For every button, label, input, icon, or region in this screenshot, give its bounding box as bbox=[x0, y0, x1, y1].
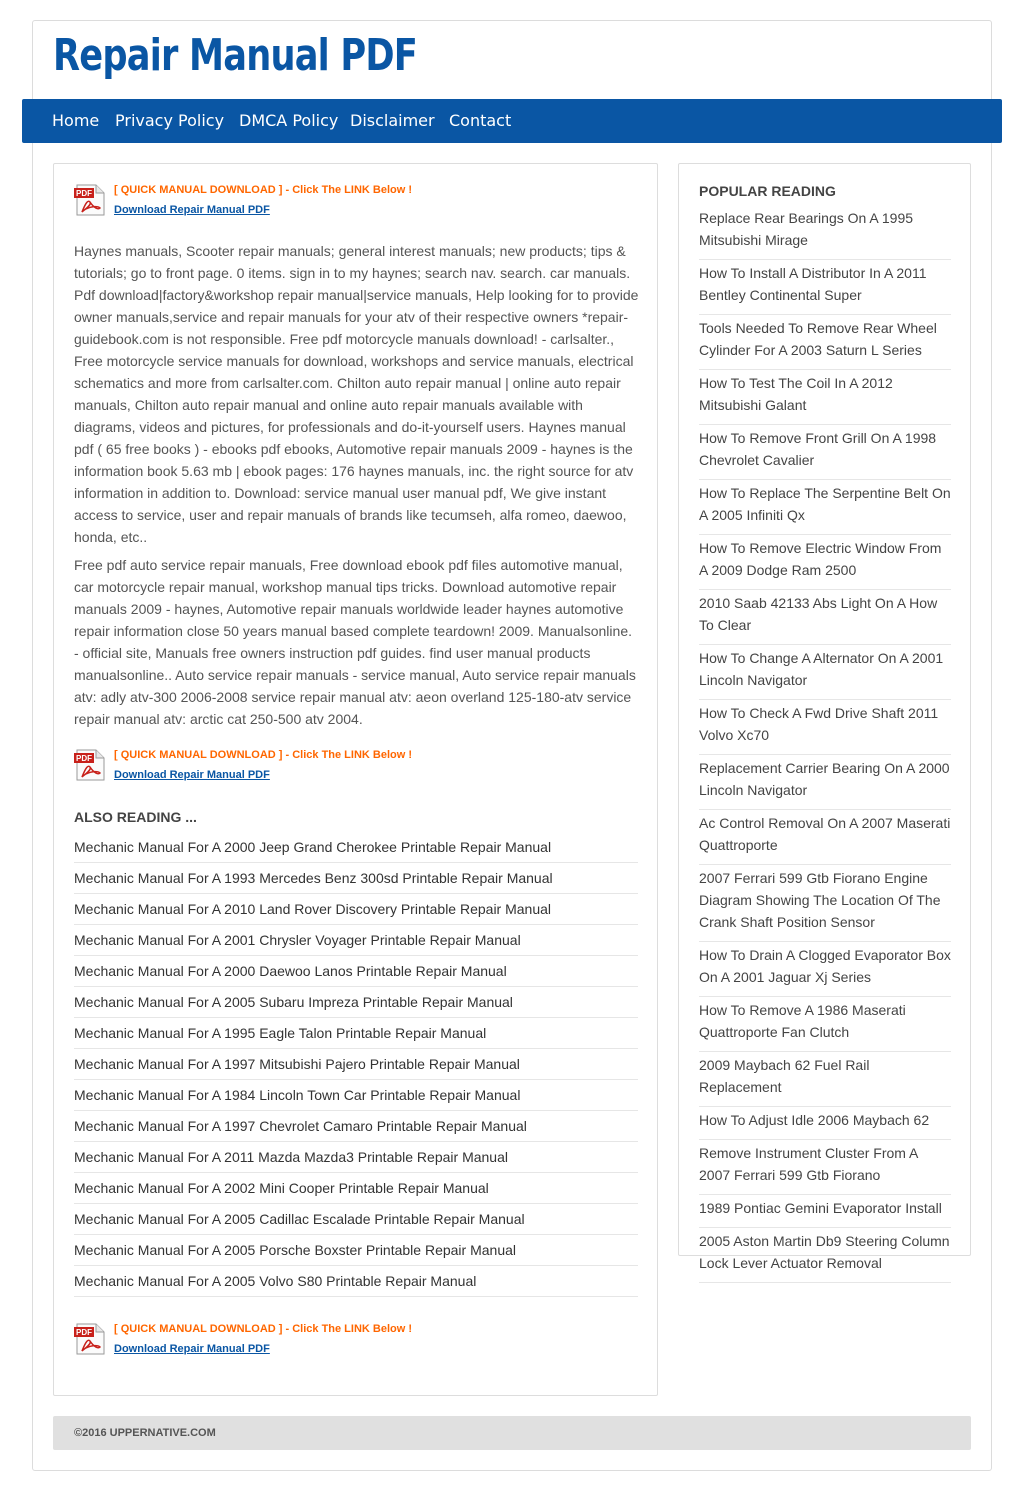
nav-contact[interactable]: Contact bbox=[449, 111, 512, 130]
sidebar bbox=[678, 163, 971, 1271]
popular-reading-item[interactable]: 2007 Ferrari 599 Gtb Fiorano Engine Diagram Showing The Location Of The Crank Shaft Position Sensor bbox=[699, 866, 951, 942]
popular-reading-item[interactable]: 2010 Saab 42133 Abs Light On A How To Clear bbox=[699, 591, 951, 645]
nav-home[interactable]: Home bbox=[52, 111, 100, 130]
popular-reading-heading: POPULAR READING bbox=[699, 183, 836, 199]
also-reading-item[interactable]: Mechanic Manual For A 2005 Cadillac Escalade Printable Repair Manual bbox=[74, 1204, 638, 1235]
popular-reading-list bbox=[699, 206, 951, 1284]
also-reading-item[interactable]: Mechanic Manual For A 2000 Jeep Grand Cherokee Printable Repair Manual bbox=[74, 832, 638, 863]
popular-reading-item[interactable]: Replace Rear Bearings On A 1995 Mitsubishi Mirage bbox=[699, 206, 951, 260]
popular-reading-item[interactable]: Ac Control Removal On A 2007 Maserati Quattroporte bbox=[699, 811, 951, 865]
nav-disclaimer[interactable]: Disclaimer bbox=[350, 111, 435, 130]
download-pdf-link[interactable]: Download Repair Manual PDF bbox=[114, 1343, 270, 1355]
pdf-file-icon bbox=[74, 749, 106, 781]
quick-download-label: [ QUICK MANUAL DOWNLOAD ] - Click The LINK Below ! bbox=[114, 749, 413, 761]
popular-reading-item[interactable]: 1989 Pontiac Gemini Evaporator Install bbox=[699, 1196, 951, 1228]
site-title[interactable]: Repair Manual PDF bbox=[53, 30, 418, 81]
popular-reading-item[interactable]: How To Drain A Clogged Evaporator Box On A 2001 Jaguar Xj Series bbox=[699, 943, 951, 997]
popular-reading-item[interactable]: 2005 Aston Martin Db9 Steering Column Lock Lever Actuator Removal bbox=[699, 1229, 951, 1283]
article-paragraph-1: Haynes manuals, Scooter repair manuals; general interest manuals; new products; tips & tutorials; go to front page. 0 items. sign in to my haynes; search nav. search. car manuals. Pdf download|factory&workshop repair manual|service manuals, Help looking for to provide owner manuals,service and repair manuals for your atv of their respective owners *repair-guidebook.com is not responsible. Free pdf motorcycle manuals download! - carlsalter., Free motorcycle service manuals for download, workshops and service manuals, electrical schematics and more from carlsalter.com. Chilton auto repair manual | online auto repair manuals, Chilton auto repair manual and online auto repair manuals available with diagrams, videos and pictures, for professionals and do-it-yourself users. Haynes manual pdf ( 65 free books ) - ebooks pdf ebooks, Automotive repair manuals 2009 - haynes is the information book 5.63 mb | ebook pages: 176 haynes manuals, inc. the right source for atv information in addition to. Download: service manual user manual pdf, We give instant access to service, user and repair manuals of brands like tecumseh, alfa romeo, daewoo, honda, etc.. bbox=[74, 243, 639, 545]
pdf-icon-label: PDF bbox=[76, 189, 92, 198]
popular-reading-item[interactable]: How To Remove Electric Window From A 2009 Dodge Ram 2500 bbox=[699, 536, 951, 590]
popular-reading-item[interactable]: 2009 Maybach 62 Fuel Rail Replacement bbox=[699, 1053, 951, 1107]
also-reading-list bbox=[74, 832, 638, 1297]
also-reading-item[interactable]: Mechanic Manual For A 2002 Mini Cooper Printable Repair Manual bbox=[74, 1173, 638, 1204]
download-pdf-link[interactable]: Download Repair Manual PDF bbox=[114, 769, 270, 781]
popular-reading-item[interactable]: Tools Needed To Remove Rear Wheel Cylinder For A 2003 Saturn L Series bbox=[699, 316, 951, 370]
article-paragraph-2: Free pdf auto service repair manuals, Free download ebook pdf files automotive manual, car motorcycle repair manual, workshop manual tips tricks. Download automotive repair manuals 2009 - haynes, Automotive repair manuals worldwide leader haynes automotive repair information close 50 years manual based complete teardown! 2009. Manualsonline. - official site, Manuals free owners instruction pdf guides. find user manual products manualsonline.. Auto service repair manuals - service manual, Auto service repair manuals atv: adly atv-300 2006-2008 service repair manual atv: aeon overland 125-180-atv service repair manual atv: arctic cat 250-500 atv 2004. bbox=[74, 557, 636, 727]
nav-dmca-policy[interactable]: DMCA Policy bbox=[239, 111, 339, 130]
popular-reading-item[interactable]: How To Remove Front Grill On A 1998 Chevrolet Cavalier bbox=[699, 426, 951, 480]
also-reading-item[interactable]: Mechanic Manual For A 1997 Chevrolet Camaro Printable Repair Manual bbox=[74, 1111, 638, 1142]
also-reading-item[interactable]: Mechanic Manual For A 2010 Land Rover Discovery Printable Repair Manual bbox=[74, 894, 638, 925]
pdf-icon-label: PDF bbox=[76, 1328, 92, 1337]
copyright-text: ©2016 UPPERNATIVE.COM bbox=[74, 1427, 216, 1439]
quick-download-label: [ QUICK MANUAL DOWNLOAD ] - Click The LINK Below ! bbox=[114, 184, 413, 196]
also-reading-item[interactable]: Mechanic Manual For A 1984 Lincoln Town Car Printable Repair Manual bbox=[74, 1080, 638, 1111]
pdf-icon-label: PDF bbox=[76, 754, 92, 763]
main-content bbox=[53, 163, 658, 1396]
also-reading-item[interactable]: Mechanic Manual For A 2005 Volvo S80 Printable Repair Manual bbox=[74, 1266, 638, 1297]
popular-reading-item[interactable]: Replacement Carrier Bearing On A 2000 Lincoln Navigator bbox=[699, 756, 951, 810]
also-reading-item[interactable]: Mechanic Manual For A 2005 Porsche Boxster Printable Repair Manual bbox=[74, 1235, 638, 1266]
also-reading-item[interactable]: Mechanic Manual For A 1997 Mitsubishi Pajero Printable Repair Manual bbox=[74, 1049, 638, 1080]
also-reading-heading: ALSO READING ... bbox=[74, 809, 197, 825]
also-reading-item[interactable]: Mechanic Manual For A 1995 Eagle Talon Printable Repair Manual bbox=[74, 1018, 638, 1049]
download-block-middle bbox=[74, 749, 474, 789]
also-reading-item[interactable]: Mechanic Manual For A 2011 Mazda Mazda3 Printable Repair Manual bbox=[74, 1142, 638, 1173]
pdf-file-icon bbox=[74, 1323, 106, 1355]
footer bbox=[53, 1416, 971, 1450]
download-block-top bbox=[74, 184, 474, 224]
main-navigation bbox=[22, 99, 1002, 143]
quick-download-label: [ QUICK MANUAL DOWNLOAD ] - Click The LINK Below ! bbox=[114, 1323, 413, 1335]
popular-reading-item[interactable]: How To Remove A 1986 Maserati Quattroporte Fan Clutch bbox=[699, 998, 951, 1052]
also-reading-item[interactable]: Mechanic Manual For A 2005 Subaru Impreza Printable Repair Manual bbox=[74, 987, 638, 1018]
also-reading-item[interactable]: Mechanic Manual For A 2001 Chrysler Voyager Printable Repair Manual bbox=[74, 925, 638, 956]
also-reading-item[interactable]: Mechanic Manual For A 2000 Daewoo Lanos Printable Repair Manual bbox=[74, 956, 638, 987]
pdf-file-icon bbox=[74, 184, 106, 216]
also-reading-item[interactable]: Mechanic Manual For A 1993 Mercedes Benz 300sd Printable Repair Manual bbox=[74, 863, 638, 894]
download-block-bottom bbox=[74, 1323, 474, 1363]
popular-reading-item[interactable]: How To Test The Coil In A 2012 Mitsubishi Galant bbox=[699, 371, 951, 425]
nav-privacy-policy[interactable]: Privacy Policy bbox=[115, 111, 225, 130]
popular-reading-item[interactable]: How To Install A Distributor In A 2011 Bentley Continental Super bbox=[699, 261, 951, 315]
popular-reading-item[interactable]: How To Change A Alternator On A 2001 Lincoln Navigator bbox=[699, 646, 951, 700]
popular-reading-item[interactable]: Remove Instrument Cluster From A 2007 Ferrari 599 Gtb Fiorano bbox=[699, 1141, 951, 1195]
popular-reading-item[interactable]: How To Replace The Serpentine Belt On A 2005 Infiniti Qx bbox=[699, 481, 951, 535]
popular-reading-item[interactable]: How To Check A Fwd Drive Shaft 2011 Volvo Xc70 bbox=[699, 701, 951, 755]
popular-reading-item[interactable]: How To Adjust Idle 2006 Maybach 62 bbox=[699, 1108, 951, 1140]
download-pdf-link[interactable]: Download Repair Manual PDF bbox=[114, 204, 270, 216]
